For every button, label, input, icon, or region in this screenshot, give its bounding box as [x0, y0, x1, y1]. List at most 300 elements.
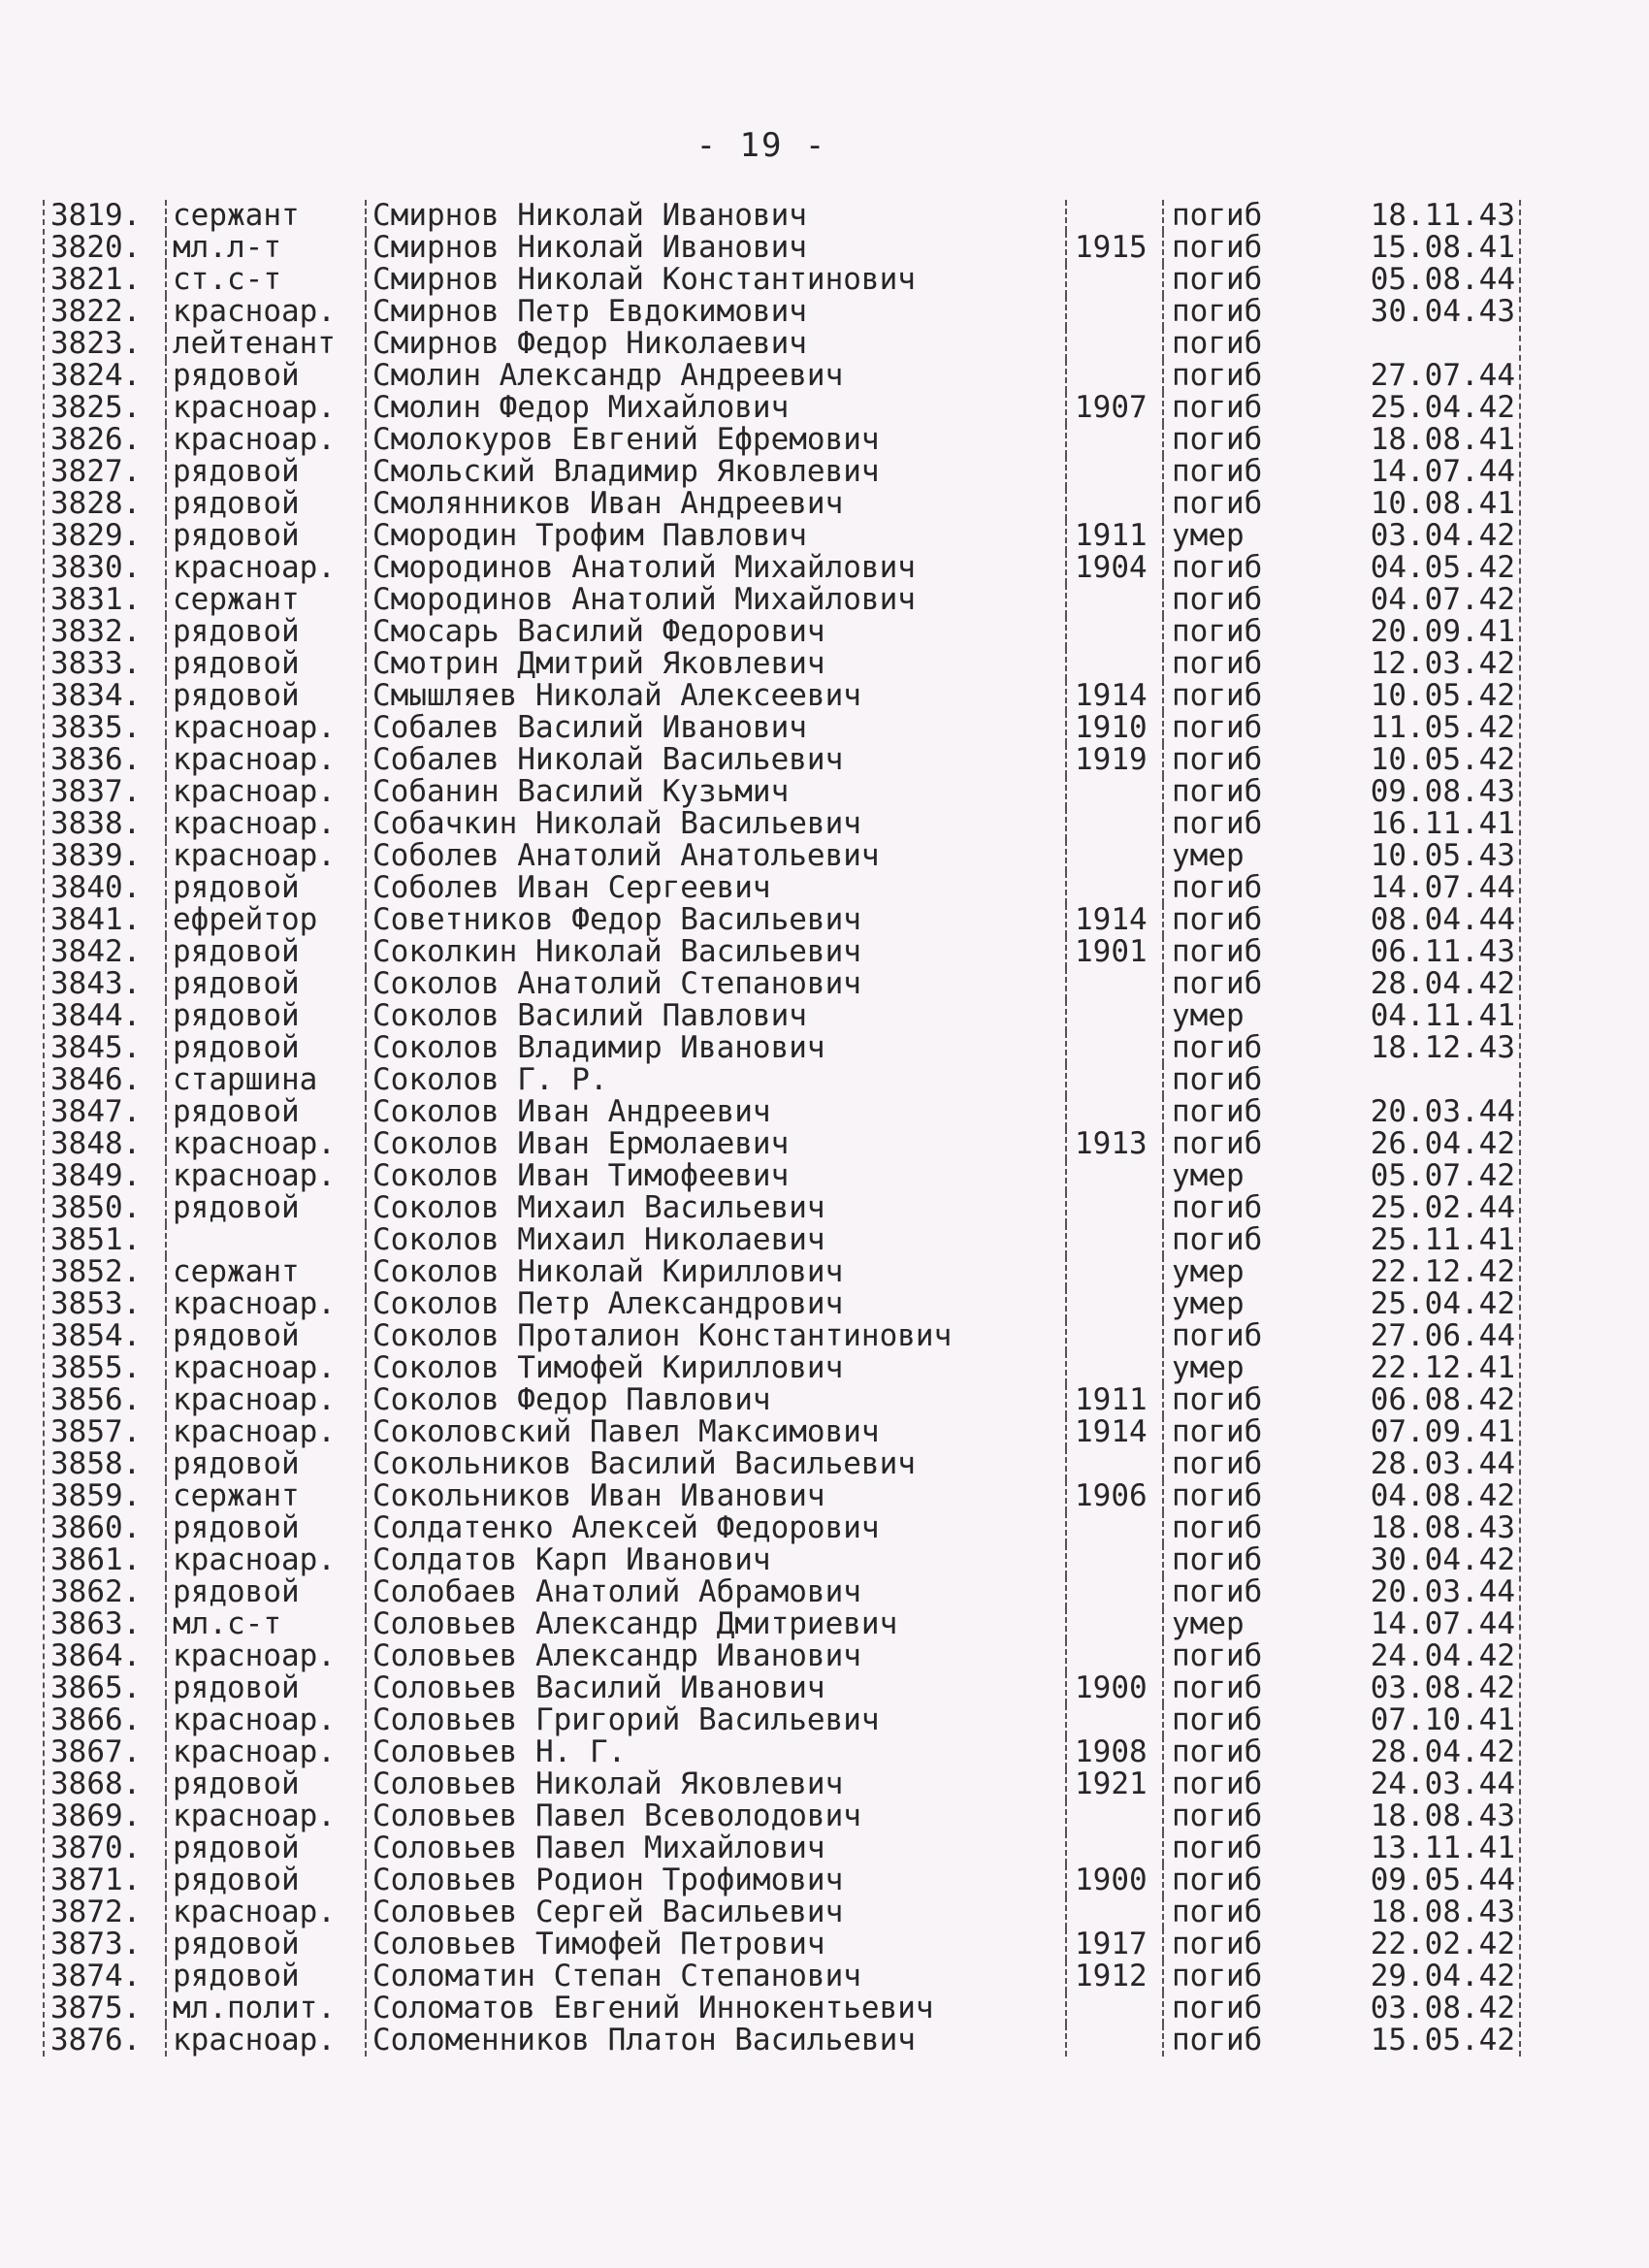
record-number: 3876. — [45, 2025, 167, 2057]
record-fate: погиб — [1172, 1832, 1263, 1864]
record-birth-year: 1915 — [1067, 232, 1164, 264]
record-rank: мл.с-т — [167, 1608, 367, 1640]
record-rank: красноар. — [167, 552, 367, 584]
record-name: Соколов Иван Тимофеевич — [367, 1160, 1067, 1192]
record-fate: погиб — [1172, 1096, 1263, 1128]
record-date: 22.12.41 — [1370, 1352, 1515, 1384]
record-name: Соломатов Евгений Иннокентьевич — [367, 1993, 1067, 2025]
record-rank: мл.полит. — [167, 1993, 367, 2025]
record-fate: погиб — [1172, 1480, 1263, 1512]
record-rank: рядовой — [167, 1096, 367, 1128]
record-rank: рядовой — [167, 1768, 367, 1800]
record-row — [45, 1800, 1519, 1832]
record-date: 18.08.43 — [1370, 1800, 1515, 1832]
record-fate: погиб — [1172, 264, 1263, 296]
record-birth-year — [1067, 1800, 1164, 1832]
record-date: 12.03.42 — [1370, 648, 1515, 680]
record-row — [45, 2025, 1519, 2057]
record-fate: погиб — [1172, 328, 1263, 360]
record-date: 06.11.43 — [1370, 936, 1515, 968]
record-date: 29.04.42 — [1370, 1960, 1515, 1993]
record-fate: умер — [1172, 1608, 1245, 1640]
record-rank: рядовой — [167, 1864, 367, 1896]
record-fate: умер — [1172, 1000, 1245, 1032]
record-rank: красноар. — [167, 1704, 367, 1736]
record-rank: рядовой — [167, 520, 367, 552]
record-name: Смосарь Василий Федорович — [367, 616, 1067, 648]
record-row — [45, 872, 1519, 904]
record-name: Соколов Николай Кириллович — [367, 1256, 1067, 1288]
record-birth-year — [1067, 1608, 1164, 1640]
record-rank: рядовой — [167, 1320, 367, 1352]
record-birth-year — [1067, 1256, 1164, 1288]
record-fate: умер — [1172, 1160, 1245, 1192]
record-birth-year — [1067, 296, 1164, 328]
record-name: Смотрин Дмитрий Яковлевич — [367, 648, 1067, 680]
record-fate: погиб — [1172, 968, 1263, 1000]
record-row — [45, 1928, 1519, 1960]
record-row — [45, 680, 1519, 712]
record-birth-year — [1067, 1544, 1164, 1576]
record-fate: погиб — [1172, 456, 1263, 488]
record-rank: красноар. — [167, 1160, 367, 1192]
record-row — [45, 424, 1519, 456]
record-number: 3824. — [45, 360, 167, 392]
record-number: 3823. — [45, 328, 167, 360]
record-name: Соколов Федор Павлович — [367, 1384, 1067, 1416]
record-name: Соловьев Тимофей Петрович — [367, 1928, 1067, 1960]
record-date: 26.04.42 — [1370, 1128, 1515, 1160]
record-row — [45, 1096, 1519, 1128]
record-number: 3849. — [45, 1160, 167, 1192]
record-row — [45, 1384, 1519, 1416]
record-name: Сокольников Иван Иванович — [367, 1480, 1067, 1512]
record-date: 09.08.43 — [1370, 776, 1515, 808]
record-name: Смышляев Николай Алексеевич — [367, 680, 1067, 712]
record-fate: умер — [1172, 1288, 1245, 1320]
record-number: 3832. — [45, 616, 167, 648]
record-rank: рядовой — [167, 968, 367, 1000]
record-rank: красноар. — [167, 1640, 367, 1672]
record-rank: сержант — [167, 1480, 367, 1512]
record-name: Солобаев Анатолий Абрамович — [367, 1576, 1067, 1608]
record-row — [45, 744, 1519, 776]
record-rank: сержант — [167, 1256, 367, 1288]
record-row — [45, 1608, 1519, 1640]
record-name: Соловьев Павел Михайлович — [367, 1832, 1067, 1864]
record-date: 25.04.42 — [1370, 392, 1515, 424]
record-date: 25.04.42 — [1370, 1288, 1515, 1320]
record-rank: рядовой — [167, 680, 367, 712]
record-name: Смолин Федор Михайлович — [367, 392, 1067, 424]
record-birth-year: 1910 — [1067, 712, 1164, 744]
record-name: Смирнов Николай Константинович — [367, 264, 1067, 296]
record-birth-year — [1067, 840, 1164, 872]
record-number: 3829. — [45, 520, 167, 552]
record-number: 3833. — [45, 648, 167, 680]
record-birth-year: 1901 — [1067, 936, 1164, 968]
record-birth-year — [1067, 1096, 1164, 1128]
record-number: 3850. — [45, 1192, 167, 1224]
record-birth-year — [1067, 200, 1164, 232]
record-fate: погиб — [1172, 488, 1263, 520]
record-fate: погиб — [1172, 744, 1263, 776]
record-name: Солдатенко Алексей Федорович — [367, 1512, 1067, 1544]
record-fate: умер — [1172, 1256, 1245, 1288]
record-birth-year: 1900 — [1067, 1672, 1164, 1704]
record-fate: погиб — [1172, 552, 1263, 584]
record-row — [45, 232, 1519, 264]
record-number: 3860. — [45, 1512, 167, 1544]
record-name: Соломатин Степан Степанович — [367, 1960, 1067, 1993]
record-birth-year: 1913 — [1067, 1128, 1164, 1160]
record-name: Соколов Владимир Иванович — [367, 1032, 1067, 1064]
record-row — [45, 1512, 1519, 1544]
record-row — [45, 1736, 1519, 1768]
record-date: 20.03.44 — [1370, 1096, 1515, 1128]
record-fate: погиб — [1172, 1960, 1263, 1993]
record-name: Соловьев Василий Иванович — [367, 1672, 1067, 1704]
record-fate: погиб — [1172, 360, 1263, 392]
record-number: 3819. — [45, 200, 167, 232]
record-name: Соболев Иван Сергеевич — [367, 872, 1067, 904]
record-number: 3872. — [45, 1896, 167, 1928]
record-rank: красноар. — [167, 392, 367, 424]
record-number: 3838. — [45, 808, 167, 840]
record-birth-year — [1067, 1288, 1164, 1320]
record-birth-year — [1067, 776, 1164, 808]
record-row — [45, 328, 1519, 360]
record-date: 03.08.42 — [1370, 1993, 1515, 2025]
record-name: Соколов Михаил Николаевич — [367, 1224, 1067, 1256]
record-rank: рядовой — [167, 1960, 367, 1993]
record-date: 03.08.42 — [1370, 1672, 1515, 1704]
record-birth-year: 1908 — [1067, 1736, 1164, 1768]
record-date: 22.02.42 — [1370, 1928, 1515, 1960]
record-date: 15.05.42 — [1370, 2025, 1515, 2057]
record-date: 14.07.44 — [1370, 872, 1515, 904]
record-fate: погиб — [1172, 1672, 1263, 1704]
record-birth-year — [1067, 1352, 1164, 1384]
record-birth-year: 1907 — [1067, 392, 1164, 424]
record-birth-year — [1067, 424, 1164, 456]
record-name: Смородин Трофим Павлович — [367, 520, 1067, 552]
record-number: 3868. — [45, 1768, 167, 1800]
record-rank: красноар. — [167, 1736, 367, 1768]
record-number: 3870. — [45, 1832, 167, 1864]
record-date: 08.04.44 — [1370, 904, 1515, 936]
record-name: Соловьев Александр Дмитриевич — [367, 1608, 1067, 1640]
record-rank: красноар. — [167, 2025, 367, 2057]
record-fate: погиб — [1172, 1993, 1263, 2025]
record-number: 3828. — [45, 488, 167, 520]
record-number: 3857. — [45, 1416, 167, 1448]
record-rank: красноар. — [167, 1288, 367, 1320]
record-row — [45, 1672, 1519, 1704]
record-birth-year — [1067, 1640, 1164, 1672]
record-rank: рядовой — [167, 1448, 367, 1480]
record-row — [45, 1416, 1519, 1448]
record-fate: погиб — [1172, 1032, 1263, 1064]
record-row — [45, 1128, 1519, 1160]
record-fate: погиб — [1172, 1704, 1263, 1736]
record-fate: погиб — [1172, 1928, 1263, 1960]
record-date: 11.05.42 — [1370, 712, 1515, 744]
record-date: 05.08.44 — [1370, 264, 1515, 296]
record-date: 04.05.42 — [1370, 552, 1515, 584]
record-date: 24.03.44 — [1370, 1768, 1515, 1800]
record-rank: рядовой — [167, 1672, 367, 1704]
record-row — [45, 1288, 1519, 1320]
record-rank: рядовой — [167, 616, 367, 648]
record-fate: умер — [1172, 520, 1245, 552]
record-fate: погиб — [1172, 936, 1263, 968]
record-fate: погиб — [1172, 1064, 1263, 1096]
record-name: Соколкин Николай Васильевич — [367, 936, 1067, 968]
record-name: Соколов Тимофей Кириллович — [367, 1352, 1067, 1384]
record-fate: погиб — [1172, 1128, 1263, 1160]
record-name: Соколов Василий Павлович — [367, 1000, 1067, 1032]
record-rank: рядовой — [167, 360, 367, 392]
record-name: Соколовский Павел Максимович — [367, 1416, 1067, 1448]
record-name: Смирнов Николай Иванович — [367, 232, 1067, 264]
record-row — [45, 488, 1519, 520]
record-birth-year: 1900 — [1067, 1864, 1164, 1896]
record-date: 03.04.42 — [1370, 520, 1515, 552]
record-fate: погиб — [1172, 584, 1263, 616]
record-date: 27.07.44 — [1370, 360, 1515, 392]
record-fate: погиб — [1172, 1800, 1263, 1832]
record-name: Соколов Петр Александрович — [367, 1288, 1067, 1320]
record-rank: красноар. — [167, 1416, 367, 1448]
record-number: 3831. — [45, 584, 167, 616]
record-date: 10.05.42 — [1370, 744, 1515, 776]
record-birth-year: 1911 — [1067, 520, 1164, 552]
record-rank: лейтенант — [167, 328, 367, 360]
record-name: Соколов Анатолий Степанович — [367, 968, 1067, 1000]
record-number: 3834. — [45, 680, 167, 712]
record-row — [45, 1544, 1519, 1576]
record-rank: красноар. — [167, 1352, 367, 1384]
record-date: 05.07.42 — [1370, 1160, 1515, 1192]
record-name: Смолянников Иван Андреевич — [367, 488, 1067, 520]
record-name: Советников Федор Васильевич — [367, 904, 1067, 936]
record-fate: погиб — [1172, 1640, 1263, 1672]
records-table — [43, 200, 1521, 2057]
record-name: Смородинов Анатолий Михайлович — [367, 552, 1067, 584]
record-rank: рядовой — [167, 872, 367, 904]
record-fate: умер — [1172, 840, 1245, 872]
record-number: 3846. — [45, 1064, 167, 1096]
record-birth-year: 1914 — [1067, 680, 1164, 712]
record-rank: старшина — [167, 1064, 367, 1096]
record-row — [45, 1832, 1519, 1864]
record-birth-year — [1067, 808, 1164, 840]
record-date: 14.07.44 — [1370, 456, 1515, 488]
record-date: 25.11.41 — [1370, 1224, 1515, 1256]
record-name: Смородинов Анатолий Михайлович — [367, 584, 1067, 616]
record-row — [45, 1000, 1519, 1032]
record-row — [45, 1224, 1519, 1256]
record-rank: красноар. — [167, 296, 367, 328]
record-number: 3862. — [45, 1576, 167, 1608]
record-date: 09.05.44 — [1370, 1864, 1515, 1896]
record-row — [45, 1064, 1519, 1096]
record-number: 3871. — [45, 1864, 167, 1896]
record-name: Соловьев Н. Г. — [367, 1736, 1067, 1768]
record-birth-year — [1067, 360, 1164, 392]
record-birth-year: 1911 — [1067, 1384, 1164, 1416]
record-row — [45, 360, 1519, 392]
record-name: Собалев Николай Васильевич — [367, 744, 1067, 776]
record-number: 3830. — [45, 552, 167, 584]
record-birth-year — [1067, 456, 1164, 488]
record-rank: мл.л-т — [167, 232, 367, 264]
record-date: 07.10.41 — [1370, 1704, 1515, 1736]
record-row — [45, 520, 1519, 552]
record-date: 18.12.43 — [1370, 1032, 1515, 1064]
record-fate: погиб — [1172, 1864, 1263, 1896]
record-number: 3845. — [45, 1032, 167, 1064]
record-rank: красноар. — [167, 1128, 367, 1160]
record-name: Соловьев Сергей Васильевич — [367, 1896, 1067, 1928]
record-date: 22.12.42 — [1370, 1256, 1515, 1288]
record-fate: погиб — [1172, 1768, 1263, 1800]
record-date: 10.05.43 — [1370, 840, 1515, 872]
record-row — [45, 264, 1519, 296]
record-rank: красноар. — [167, 744, 367, 776]
record-number: 3875. — [45, 1993, 167, 2025]
record-number: 3861. — [45, 1544, 167, 1576]
record-fate: погиб — [1172, 1416, 1263, 1448]
record-name: Соловьев Павел Всеволодович — [367, 1800, 1067, 1832]
record-birth-year — [1067, 1704, 1164, 1736]
record-rank: красноар. — [167, 1384, 367, 1416]
record-birth-year: 1904 — [1067, 552, 1164, 584]
record-birth-year: 1906 — [1067, 1480, 1164, 1512]
record-number: 3869. — [45, 1800, 167, 1832]
record-birth-year — [1067, 1224, 1164, 1256]
record-name: Соколов Проталион Константинович — [367, 1320, 1067, 1352]
record-row — [45, 1993, 1519, 2025]
record-row — [45, 1256, 1519, 1288]
record-row — [45, 1192, 1519, 1224]
record-date: 18.11.43 — [1370, 200, 1515, 232]
record-birth-year: 1914 — [1067, 1416, 1164, 1448]
record-rank: рядовой — [167, 456, 367, 488]
record-rank: рядовой — [167, 1032, 367, 1064]
record-row — [45, 968, 1519, 1000]
record-row — [45, 1768, 1519, 1800]
record-fate: погиб — [1172, 424, 1263, 456]
record-row — [45, 904, 1519, 936]
record-number: 3865. — [45, 1672, 167, 1704]
record-birth-year — [1067, 1832, 1164, 1864]
record-birth-year — [1067, 1896, 1164, 1928]
record-number: 3843. — [45, 968, 167, 1000]
record-name: Соловьев Николай Яковлевич — [367, 1768, 1067, 1800]
record-number: 3840. — [45, 872, 167, 904]
record-name: Соболев Анатолий Анатольевич — [367, 840, 1067, 872]
record-date: 18.08.41 — [1370, 424, 1515, 456]
record-number: 3855. — [45, 1352, 167, 1384]
record-number: 3821. — [45, 264, 167, 296]
record-birth-year — [1067, 584, 1164, 616]
record-birth-year — [1067, 328, 1164, 360]
record-row — [45, 1480, 1519, 1512]
record-number: 3854. — [45, 1320, 167, 1352]
record-row — [45, 808, 1519, 840]
record-fate: погиб — [1172, 2025, 1263, 2057]
record-name: Собалев Василий Иванович — [367, 712, 1067, 744]
record-number: 3835. — [45, 712, 167, 744]
record-birth-year: 1912 — [1067, 1960, 1164, 1993]
record-fate: погиб — [1172, 296, 1263, 328]
record-date: 28.04.42 — [1370, 1736, 1515, 1768]
record-number: 3842. — [45, 936, 167, 968]
record-date: 13.11.41 — [1370, 1832, 1515, 1864]
record-name: Смолин Александр Андреевич — [367, 360, 1067, 392]
record-fate: погиб — [1172, 1512, 1263, 1544]
record-fate: погиб — [1172, 776, 1263, 808]
record-number: 3873. — [45, 1928, 167, 1960]
record-rank: рядовой — [167, 1928, 367, 1960]
record-birth-year — [1067, 2025, 1164, 2057]
record-date: 04.11.41 — [1370, 1000, 1515, 1032]
record-number: 3847. — [45, 1096, 167, 1128]
record-date: 30.04.43 — [1370, 296, 1515, 328]
record-date: 28.03.44 — [1370, 1448, 1515, 1480]
record-rank: ефрейтор — [167, 904, 367, 936]
record-name: Солдатов Карп Иванович — [367, 1544, 1067, 1576]
record-number: 3856. — [45, 1384, 167, 1416]
record-name: Соломенников Платон Васильевич — [367, 2025, 1067, 2057]
record-birth-year — [1067, 1512, 1164, 1544]
record-number: 3822. — [45, 296, 167, 328]
record-date: 04.08.42 — [1370, 1480, 1515, 1512]
record-birth-year: 1919 — [1067, 744, 1164, 776]
record-fate: погиб — [1172, 1896, 1263, 1928]
record-rank: ст.с-т — [167, 264, 367, 296]
record-name: Собанин Василий Кузьмич — [367, 776, 1067, 808]
record-fate: погиб — [1172, 808, 1263, 840]
record-rank: рядовой — [167, 1192, 367, 1224]
record-rank: сержант — [167, 584, 367, 616]
record-rank: рядовой — [167, 1832, 367, 1864]
record-number: 3853. — [45, 1288, 167, 1320]
record-row — [45, 552, 1519, 584]
record-name: Смирнов Федор Николаевич — [367, 328, 1067, 360]
record-row — [45, 1320, 1519, 1352]
record-row — [45, 200, 1519, 232]
record-date: 14.07.44 — [1370, 1608, 1515, 1640]
record-birth-year — [1067, 1576, 1164, 1608]
record-row — [45, 296, 1519, 328]
record-row — [45, 616, 1519, 648]
record-rank: рядовой — [167, 936, 367, 968]
record-fate: погиб — [1172, 1544, 1263, 1576]
record-birth-year — [1067, 488, 1164, 520]
record-date: 30.04.42 — [1370, 1544, 1515, 1576]
record-birth-year — [1067, 1064, 1164, 1096]
record-fate: погиб — [1172, 1384, 1263, 1416]
record-date: 18.08.43 — [1370, 1512, 1515, 1544]
record-date: 16.11.41 — [1370, 808, 1515, 840]
record-rank: красноар. — [167, 808, 367, 840]
record-name: Соловьев Григорий Васильевич — [367, 1704, 1067, 1736]
record-fate: погиб — [1172, 232, 1263, 264]
record-name: Смирнов Петр Евдокимович — [367, 296, 1067, 328]
